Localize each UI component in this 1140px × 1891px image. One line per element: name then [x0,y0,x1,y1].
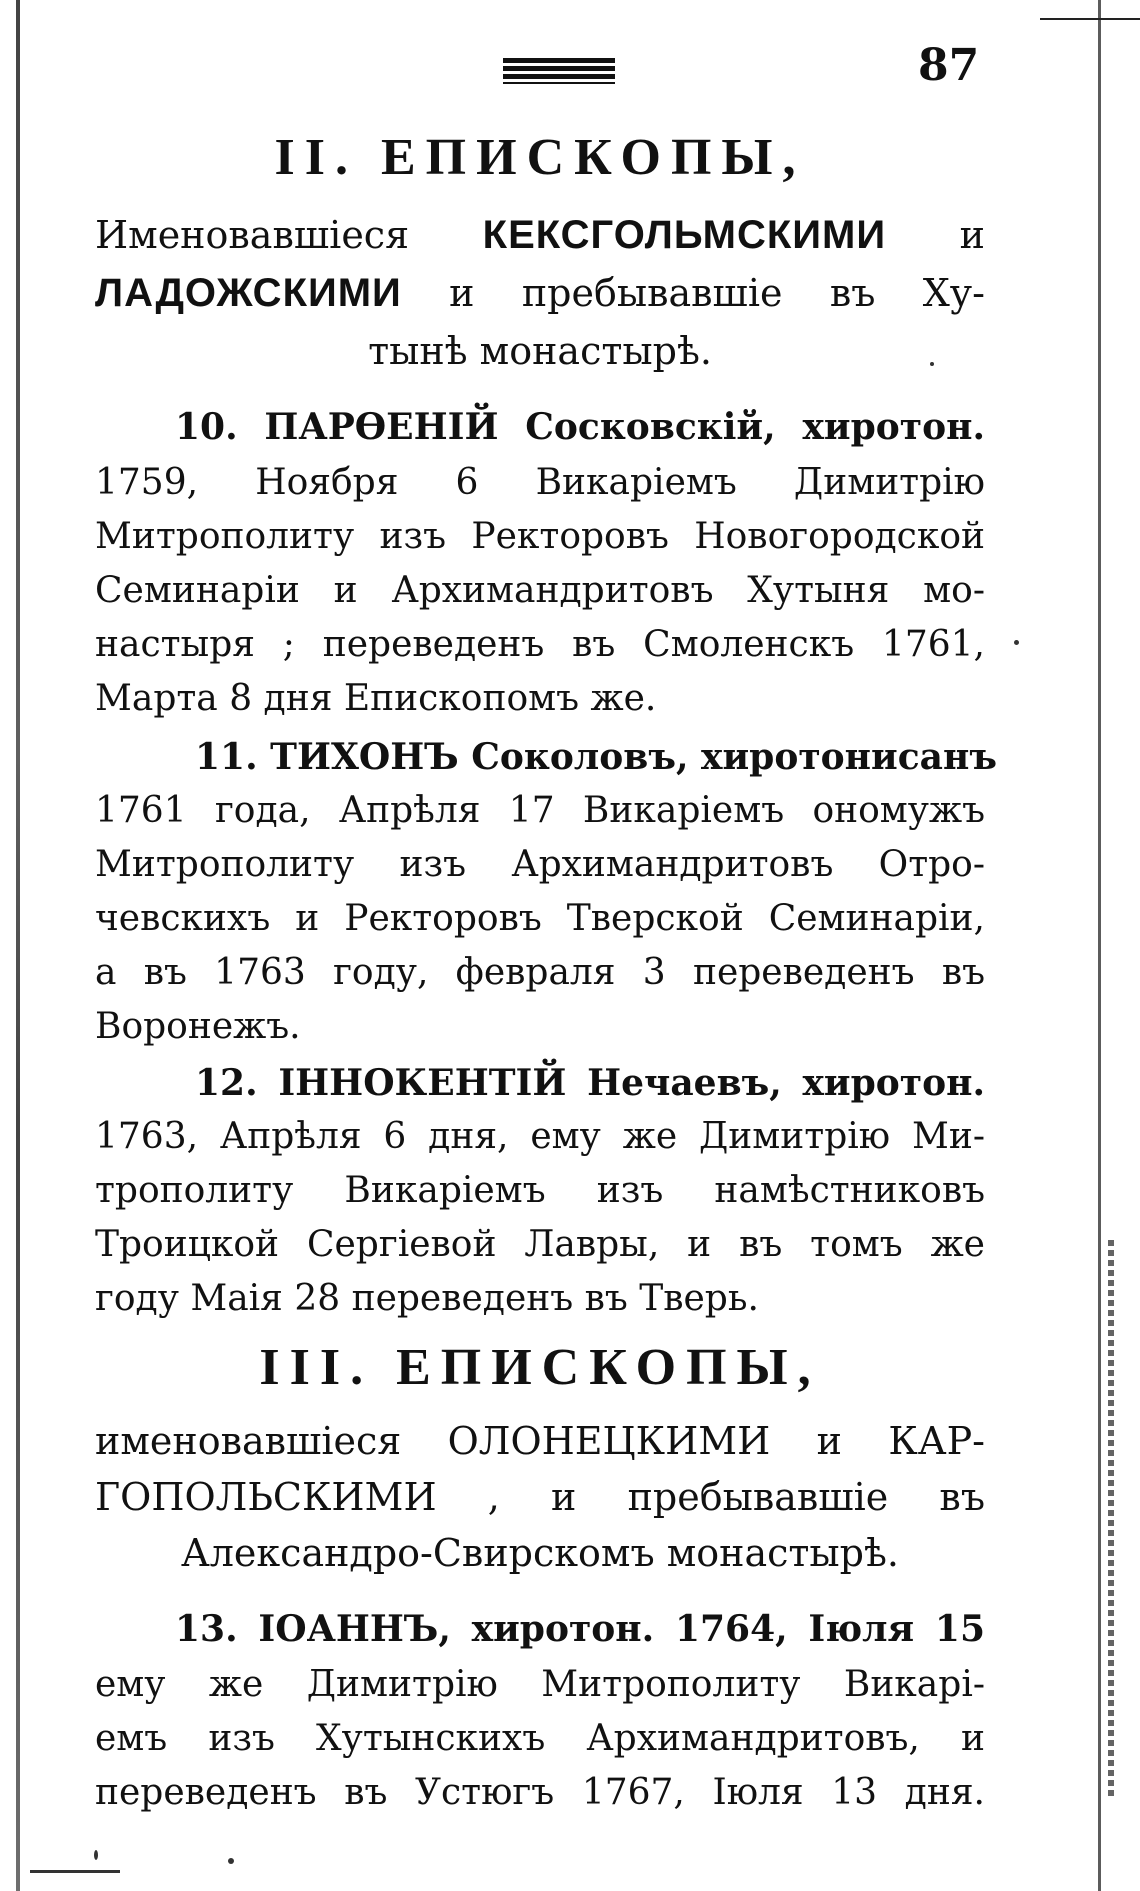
scan-edge-right-noise [1108,1240,1114,1800]
entry-12-line-1: 12. ІННОКЕНТІЙ Нечаевъ, хиротон. [195,1062,985,1104]
entry-13-line-4: переведенъ въ Устюгъ 1767, Іюля 13 дня. [95,1772,985,1813]
entry-13-line-2: ему же Димитрію Митрополиту Викарі- [95,1664,985,1705]
section-3-subtitle-line-3: Александро-Свирскомъ монастырѣ. [181,1531,899,1575]
entry-11-line-6: Воронежъ. [95,1006,301,1047]
entry-10-line-6: Марта 8 дня Епископомъ же. [95,678,657,719]
header-ornament-rule [503,58,615,84]
entry-11-line-1: 11. ТИХОНЪ Соколовъ, хиротонисанъ [195,736,997,778]
section-3-subtitle-line-2: ГОПОЛЬСКИМИ , и пребывавшіе въ [95,1475,985,1519]
section-3-subtitle-line-1: именовавшіеся ОЛОНЕЦКИМИ и КАР- [95,1419,985,1463]
section-heading-2: II. ЕПИСКОПЫ, [274,129,806,186]
entry-11-line-4: чевскихъ и Ректоровъ Тверской Семинаріи, [95,898,985,939]
scan-edge-right [1098,0,1101,1891]
scan-speck [930,362,934,366]
scan-edge-left [16,0,20,1891]
subtitle-caps: КЕКСГОЛЬМСКИМИ [482,213,887,257]
entry-10-line-4: Семинаріи и Архимандритовъ Хутыня мо- [95,570,985,611]
entry-12-line-3: трополиту Викаріемъ изъ намѣстниковъ [95,1170,985,1211]
entry-10-line-3: Митрополиту изъ Ректоровъ Новогородской [95,516,985,557]
scan-corner-mark [1040,18,1140,20]
scan-speck [30,1870,120,1873]
subtitle-text: и пребывавшіе въ Ху- [401,271,985,315]
subtitle-text: и [886,213,986,257]
entry-13-line-1: 13. ІОАННЪ, хиротон. 1764, Іюля 15 [175,1608,985,1650]
entry-11-line-2: 1761 года, Апрѣля 17 Викаріемъ ономужъ [95,790,985,831]
section-2-subtitle-line-2 [95,268,985,318]
scan-speck [228,1858,234,1864]
entry-10-line-2: 1759, Ноября 6 Викаріемъ Димитрію [95,462,985,503]
entry-12-line-4: Троицкой Сергіевой Лавры, и въ томъ же [95,1224,985,1265]
section-heading-3: III. ЕПИСКОПЫ, [259,1339,821,1396]
entry-11-line-5: а въ 1763 году, февраля 3 переведенъ въ [95,952,985,993]
subtitle-caps: ЛАДОЖСКИМИ [95,271,402,315]
scan-speck [1014,640,1019,645]
subtitle-text: Именовавшіеся [95,213,483,257]
entry-10-line-5: настыря ; переведенъ въ Смоленскъ 1761, [95,624,985,665]
section-2-subtitle-line-3: тынѣ монастырѣ. [368,329,712,373]
entry-10-line-1: 10. ПАРѲЕНІЙ Сосковскій, хиротон. [175,406,985,448]
scan-speck [94,1850,98,1860]
page-number: 87 [918,40,980,91]
entry-13-line-3: емъ изъ Хутынскихъ Архимандритовъ, и [95,1718,985,1759]
entry-12-line-5: году Маія 28 переведенъ въ Тверь. [95,1278,759,1319]
entry-11-line-3: Митрополиту изъ Архимандритовъ Отро- [95,844,985,885]
section-2-subtitle-line-1 [95,210,985,260]
entry-12-line-2: 1763, Апрѣля 6 дня, ему же Димитрію Ми- [95,1116,985,1157]
